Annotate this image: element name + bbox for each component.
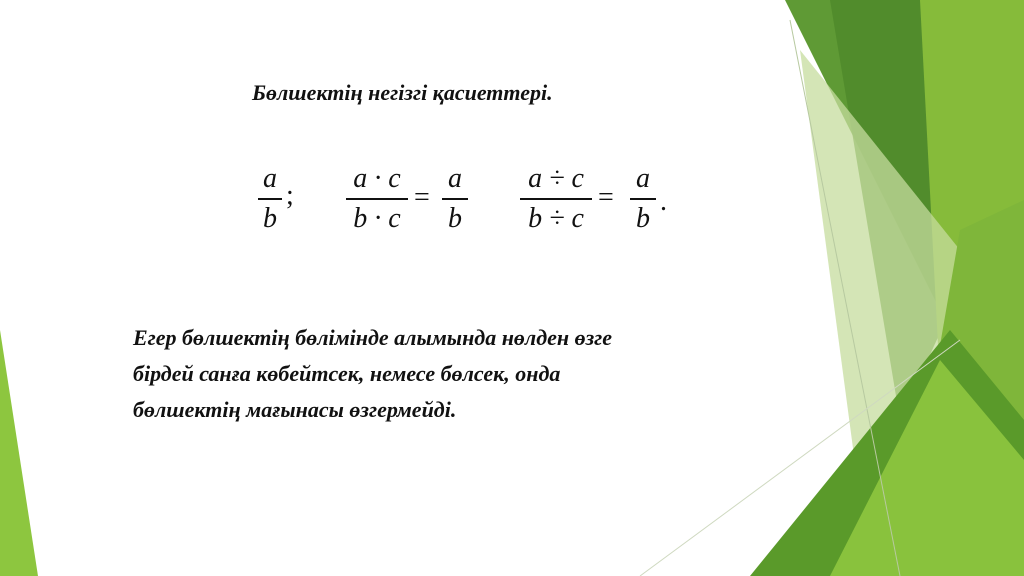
denominator: b ÷ c (528, 202, 584, 234)
numerator: a · c (353, 163, 401, 194)
numerator: a (636, 163, 650, 194)
left-accent-shape (0, 330, 38, 576)
numerator: a (448, 163, 462, 194)
slide-title: Бөлшектің негізгі қасиеттері. (252, 80, 553, 105)
fraction-bar (442, 198, 468, 200)
fraction-bar (258, 198, 282, 200)
denominator: b (263, 202, 277, 234)
property-statement (133, 320, 813, 428)
fraction-a-over-b (442, 162, 468, 236)
equals-sign: = (414, 182, 430, 213)
fraction-adivc-over-bdivc (520, 162, 592, 236)
statement-line: бөлшектің мағынасы өзгермейді. (133, 397, 457, 422)
denominator: b (448, 202, 462, 234)
numerator: a (263, 163, 277, 194)
fraction-bar (346, 198, 408, 200)
fraction-bar (630, 198, 656, 200)
denominator: b · c (353, 202, 401, 234)
denominator: b (636, 202, 650, 234)
semicolon: ; (286, 180, 294, 211)
equals-sign: = (598, 182, 614, 213)
statement-line: бірдей санға көбейтсек, немесе бөлсек, онда (133, 361, 561, 386)
fraction-ac-over-bc (346, 162, 408, 236)
statement-line: Егер бөлшектің бөлімінде алымында нөлден өзге (133, 325, 613, 350)
fraction-a-over-b (630, 162, 656, 236)
fraction-a-over-b (258, 162, 282, 236)
period: . (660, 186, 667, 217)
numerator: a ÷ c (528, 163, 584, 194)
fraction-bar (520, 198, 592, 200)
